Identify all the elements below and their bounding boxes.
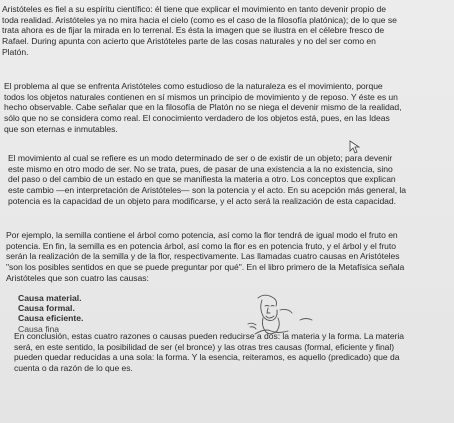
paragraph-3: El movimiento al cual se refiere es un modo determinado de ser o de existir de un objeto; para devenir este mismo en otro modo de ser. No se trata, pues, de pasar de una existencia a la no existencia, sino del paso o del cambio de un estado en que se manifiesta la materia a otro. Los conceptos que explican este cambio —en interpretación de Aristóteles— son la potencia y el acto. En su acepción más general, la potencia es la capacidad de un objeto para modificarse, y el acto será la realización de esta capacidad. (8, 153, 406, 206)
cause-formal: Causa formal. (18, 303, 75, 314)
cause-final: Causa fina (18, 323, 60, 334)
paragraph-2: El problema al que se enfrenta Aristóteles como estudioso de la naturaleza es el movimiento, porque todos los objetos naturales contienen en sí mismos un principio de movimiento y de reposo. Y éste es un hecho observable. Cabe señalar que en la filosofía de Platón no se niega el devenir mismo de la realidad, sólo que no se considera como real. El conocimiento verdadero de los objetos está, pues, en las Ideas que son eternas e inmutables. (4, 81, 402, 134)
cause-material: Causa material. (18, 293, 82, 303)
paragraph-1: Aristóteles es fiel a su espíritu científico: él tiene que explicar el movimiento en tanto devenir propio de toda realidad. Aristóteles ya no mira hacia el cielo (como es el caso de la filosofía platónica); de lo que se trata ahora es de fijar la mirada en lo terrenal. Es ésta la imagen que se ilustra en el célebre fresco de Rafael. During apunta con acierto que Aristóteles parte de las cosas naturales y no del ser como en Platón. (2, 4, 397, 57)
paragraph-5: En conclusión, estas cuatro razones o causas pueden reducirse a dos: la materia y la forma. La materia será, en este sentido, la posibilidad de ser (el bronce) y las otras tres causas (formal, eficiente y final) pueden quedar reducidas a una sola: la forma. Y la esencia, reiteramos, es aquello (predicado) que da cuenta o da razón de lo que es. (14, 331, 404, 374)
causes-list (18, 293, 83, 334)
mouse-cursor-icon (349, 140, 361, 154)
paragraph-4: Por ejemplo, la semilla contiene el árbol como potencia, así como la flor tendrá de igual modo el fruto en potencia. En fin, la semilla es en potencia árbol, así como la flor es en potencia fruto, y el árbol y el fruto serán la realización de la semilla y de la flor, respectivamente. Las llamadas cuatro causas en Aristóteles "son los posibles sentidos en que se puede preguntar por qué". En el libro primero de la Metafísica señala Aristóteles que son cuatro las causas: (6, 230, 405, 283)
cause-efficient: Causa eficiente. (18, 313, 84, 324)
